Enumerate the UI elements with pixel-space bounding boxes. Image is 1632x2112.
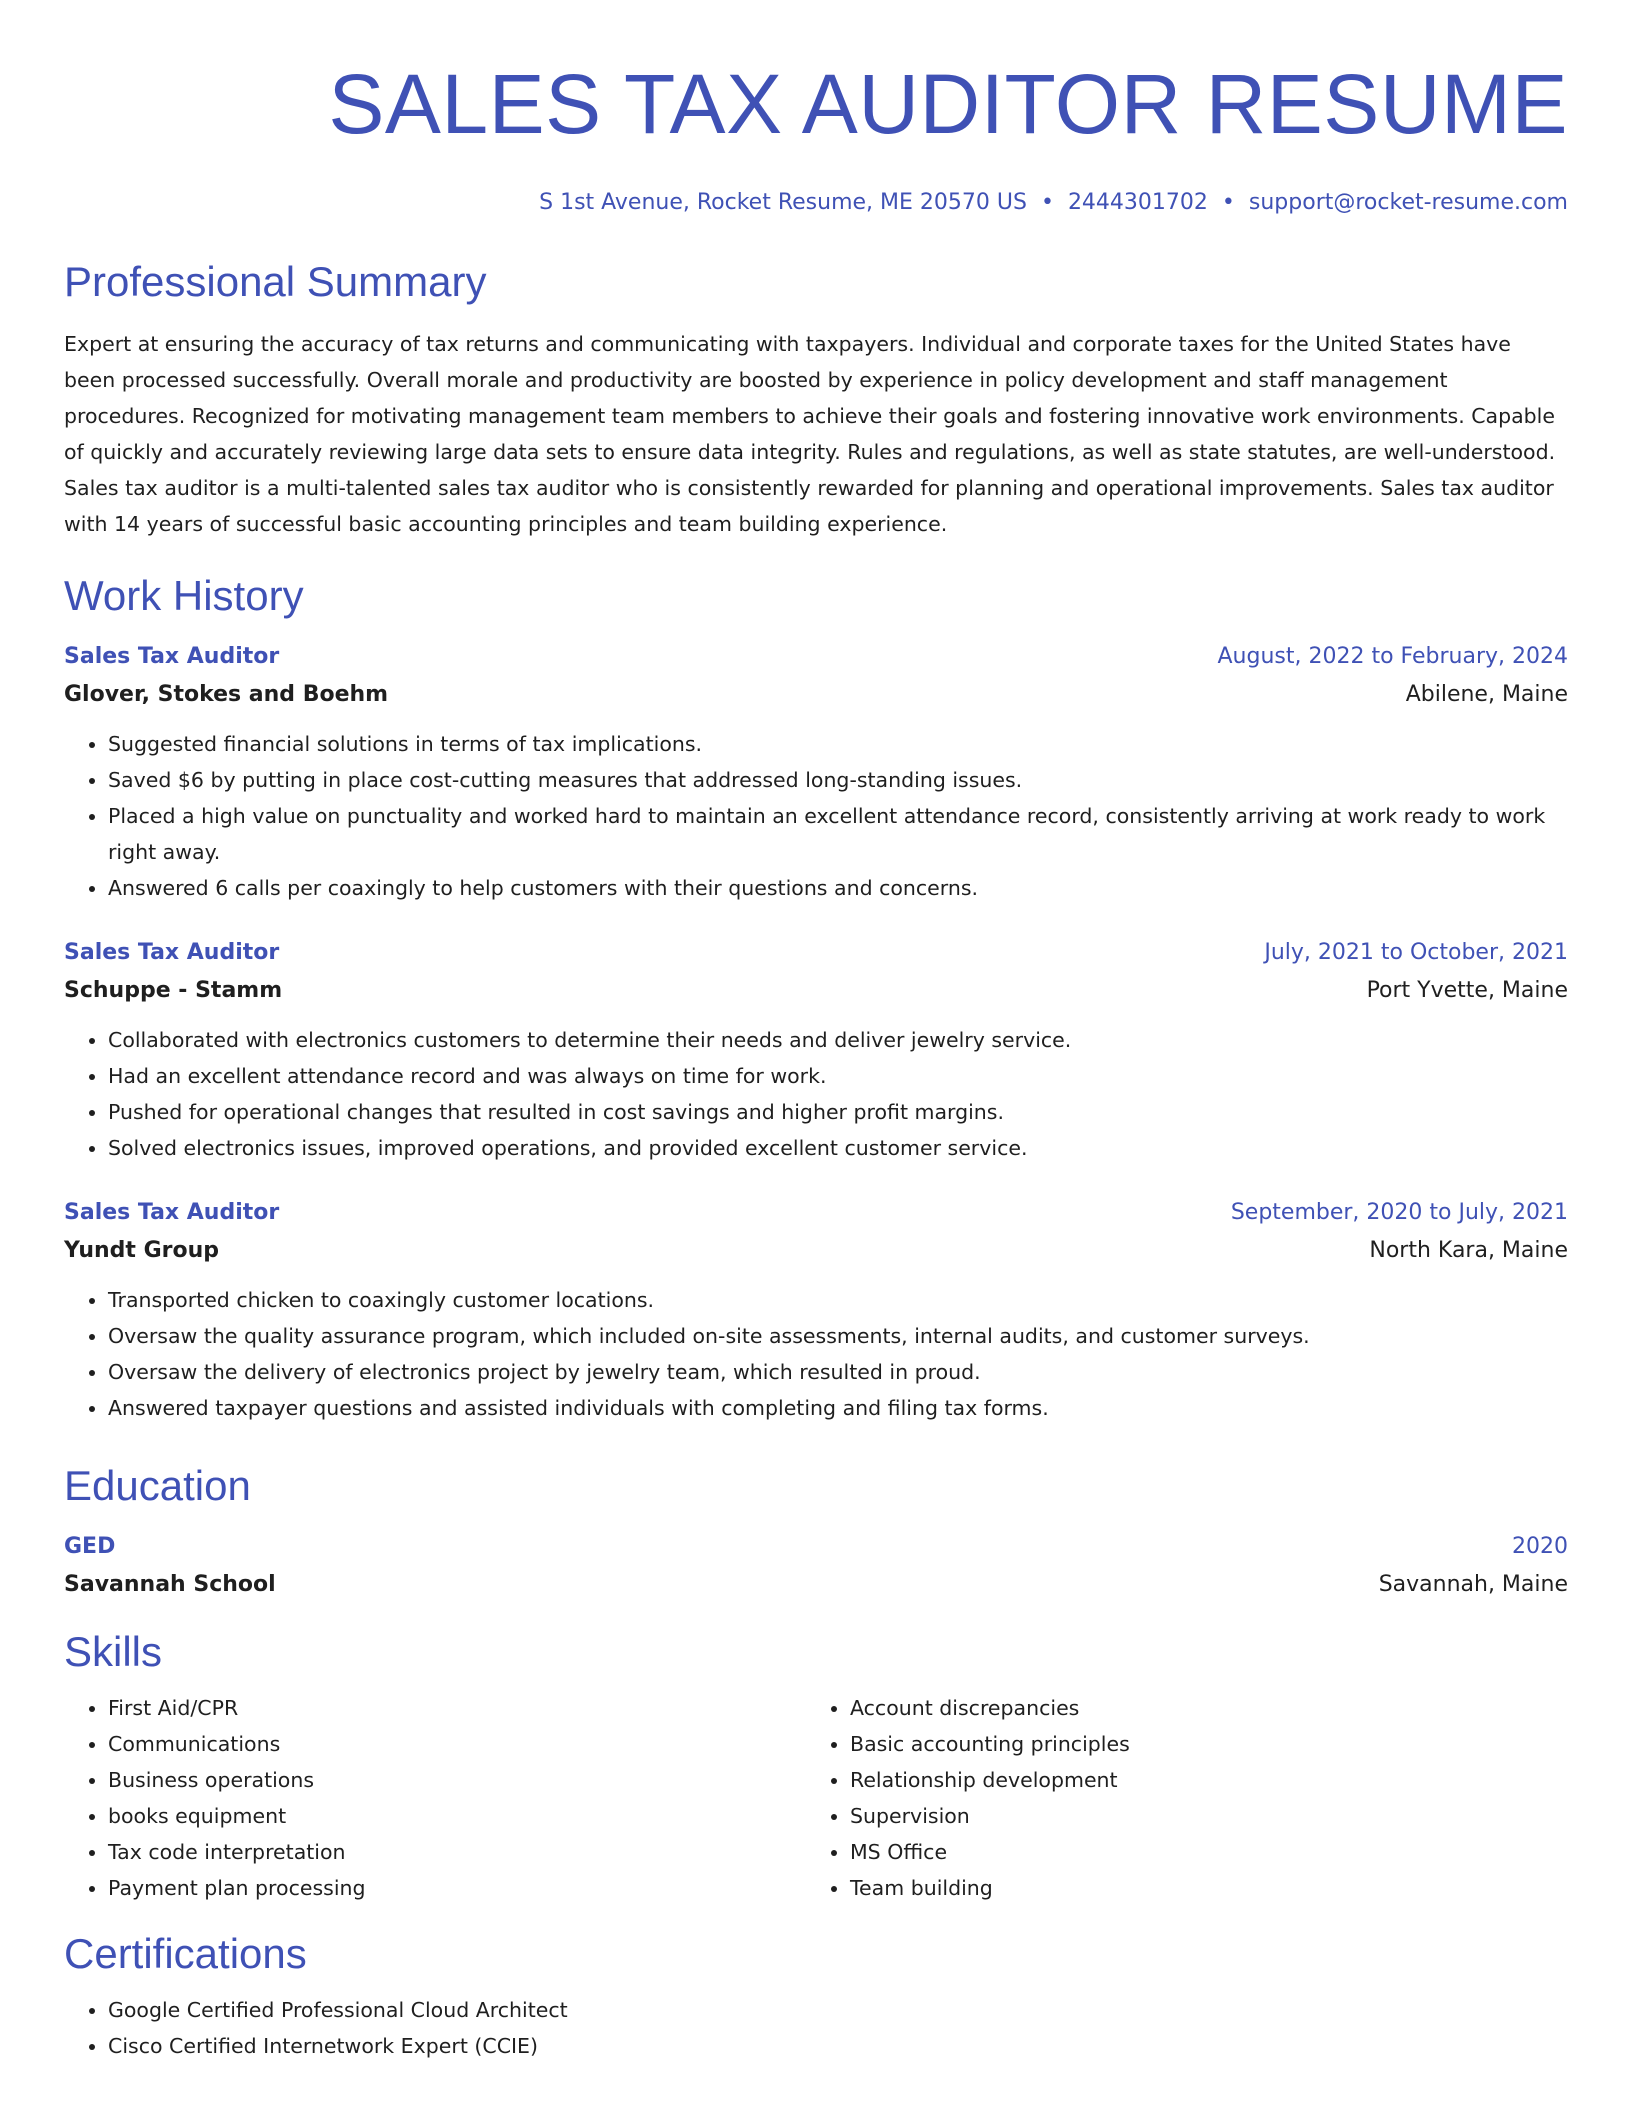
job-location: North Kara, Maine: [1369, 1238, 1568, 1263]
skill-item: • First Aid/CPR: [108, 1690, 806, 1726]
skill-item: • Tax code interpretation: [108, 1834, 806, 1870]
job-location: Abilene, Maine: [1405, 682, 1568, 707]
contact-separator: •: [1221, 190, 1235, 215]
job-bullet: • Suggested financial solutions in terms of tax implications.: [108, 726, 1568, 762]
job-company: Yundt Group: [64, 1238, 220, 1263]
skill-item: • books equipment: [108, 1798, 806, 1834]
section-heading-education: Education: [64, 1462, 251, 1509]
skill-item: • Business operations: [108, 1762, 806, 1798]
skills-column-left: [64, 1690, 806, 1906]
job-company-row: [64, 676, 1568, 714]
job-dates: September, 2020 to July, 2021: [1230, 1200, 1568, 1225]
contact-phone: 2444301702: [1067, 190, 1208, 215]
certification-item: • Google Certified Professional Cloud Architect: [108, 1992, 1568, 2028]
skill-item: • MS Office: [850, 1834, 1548, 1870]
job-location: Port Yvette, Maine: [1366, 978, 1568, 1003]
section-heading-work-history: Work History: [64, 572, 304, 619]
job-entry: [64, 1194, 1568, 1426]
education-degree-row: [64, 1528, 1568, 1566]
job-bullet: • Pushed for operational changes that resulted in cost savings and higher profit margins.: [108, 1094, 1568, 1130]
education-school-row: [64, 1566, 1568, 1604]
job-entry: [64, 934, 1568, 1166]
job-bullets: [64, 1022, 1568, 1166]
job-company-row: [64, 972, 1568, 1010]
skills-grid: [64, 1690, 1568, 1906]
job-bullet: • Transported chicken to coaxingly customer locations.: [108, 1282, 1568, 1318]
job-title-row: [64, 934, 1568, 972]
job-title-row: [64, 638, 1568, 676]
job-entry: [64, 638, 1568, 906]
skills-list: [64, 1690, 806, 1906]
job-bullet: • Answered 6 calls per coaxingly to help customers with their questions and concerns.: [108, 870, 1568, 906]
contact-line: [64, 188, 1568, 218]
education-entry: [64, 1528, 1568, 1604]
contact-address: S 1st Avenue, Rocket Resume, ME 20570 US: [539, 190, 1027, 215]
education-school: Savannah School: [64, 1572, 276, 1597]
job-bullets: [64, 726, 1568, 906]
job-bullet: • Placed a high value on punctuality and worked hard to maintain an excellent attendance record, consistently arriving at work ready to work right away.: [108, 798, 1568, 870]
job-title: Sales Tax Auditor: [64, 1200, 280, 1225]
education-degree: GED: [64, 1534, 116, 1559]
skill-item: • Supervision: [850, 1798, 1548, 1834]
job-bullets: [64, 1282, 1568, 1426]
job-title: Sales Tax Auditor: [64, 644, 280, 669]
certifications-list: [64, 1992, 1568, 2064]
job-bullet: • Oversaw the quality assurance program, which included on-site assessments, internal audits, and customer surveys.: [108, 1318, 1568, 1354]
job-bullet: • Had an excellent attendance record and was always on time for work.: [108, 1058, 1568, 1094]
skill-item: • Relationship development: [850, 1762, 1548, 1798]
section-heading-summary: Professional Summary: [64, 258, 487, 305]
job-company-row: [64, 1232, 1568, 1270]
skill-item: • Team building: [850, 1870, 1548, 1906]
contact-email: support@rocket-resume.com: [1248, 190, 1568, 215]
skills-column-right: [806, 1690, 1548, 1906]
skill-item: • Basic accounting principles: [850, 1726, 1548, 1762]
resume-title: SALES TAX AUDITOR RESUME: [328, 57, 1568, 151]
job-bullet: • Solved electronics issues, improved operations, and provided excellent customer service.: [108, 1130, 1568, 1166]
job-bullet: • Collaborated with electronics customers to determine their needs and deliver jewelry service.: [108, 1022, 1568, 1058]
contact-separator: •: [1040, 190, 1054, 215]
job-dates: July, 2021 to October, 2021: [1264, 940, 1568, 965]
skills-list: [806, 1690, 1548, 1906]
job-company: Glover, Stokes and Boehm: [64, 682, 389, 707]
summary-text: Expert at ensuring the accuracy of tax returns and communicating with taxpayers. Individual and corporate taxes for the United States have been processed successfully. Overall morale and productivity are boosted by experience in policy development and staff management procedures. Recognized for motivating management team members to achieve their goals and fostering innovative work environments. Capable of quickly and accurately reviewing large data sets to ensure data integrity. Rules and regulations, as well as state statutes, are well-understood. Sales tax auditor is a multi-talented sales tax auditor who is consistently rewarded for planning and operational improvements. Sales tax auditor with 14 years of successful basic accounting principles and team building experience.: [64, 332, 1556, 536]
skill-item: • Account discrepancies: [850, 1690, 1548, 1726]
job-title-row: [64, 1194, 1568, 1232]
skill-item: • Payment plan processing: [108, 1870, 806, 1906]
section-heading-skills: Skills: [64, 1628, 163, 1675]
certification-item: • Cisco Certified Internetwork Expert (CCIE): [108, 2028, 1568, 2064]
job-bullet: • Oversaw the delivery of electronics project by jewelry team, which resulted in proud.: [108, 1354, 1568, 1390]
education-year: 2020: [1512, 1534, 1568, 1559]
job-bullet: • Saved $6 by putting in place cost-cutting measures that addressed long-standing issues.: [108, 762, 1568, 798]
job-title: Sales Tax Auditor: [64, 940, 280, 965]
section-heading-certifications: Certifications: [64, 1930, 307, 1977]
skill-item: • Communications: [108, 1726, 806, 1762]
job-dates: August, 2022 to February, 2024: [1217, 644, 1568, 669]
job-bullet: • Answered taxpayer questions and assisted individuals with completing and filing tax forms.: [108, 1390, 1568, 1426]
education-location: Savannah, Maine: [1378, 1572, 1568, 1597]
job-company: Schuppe - Stamm: [64, 978, 283, 1003]
